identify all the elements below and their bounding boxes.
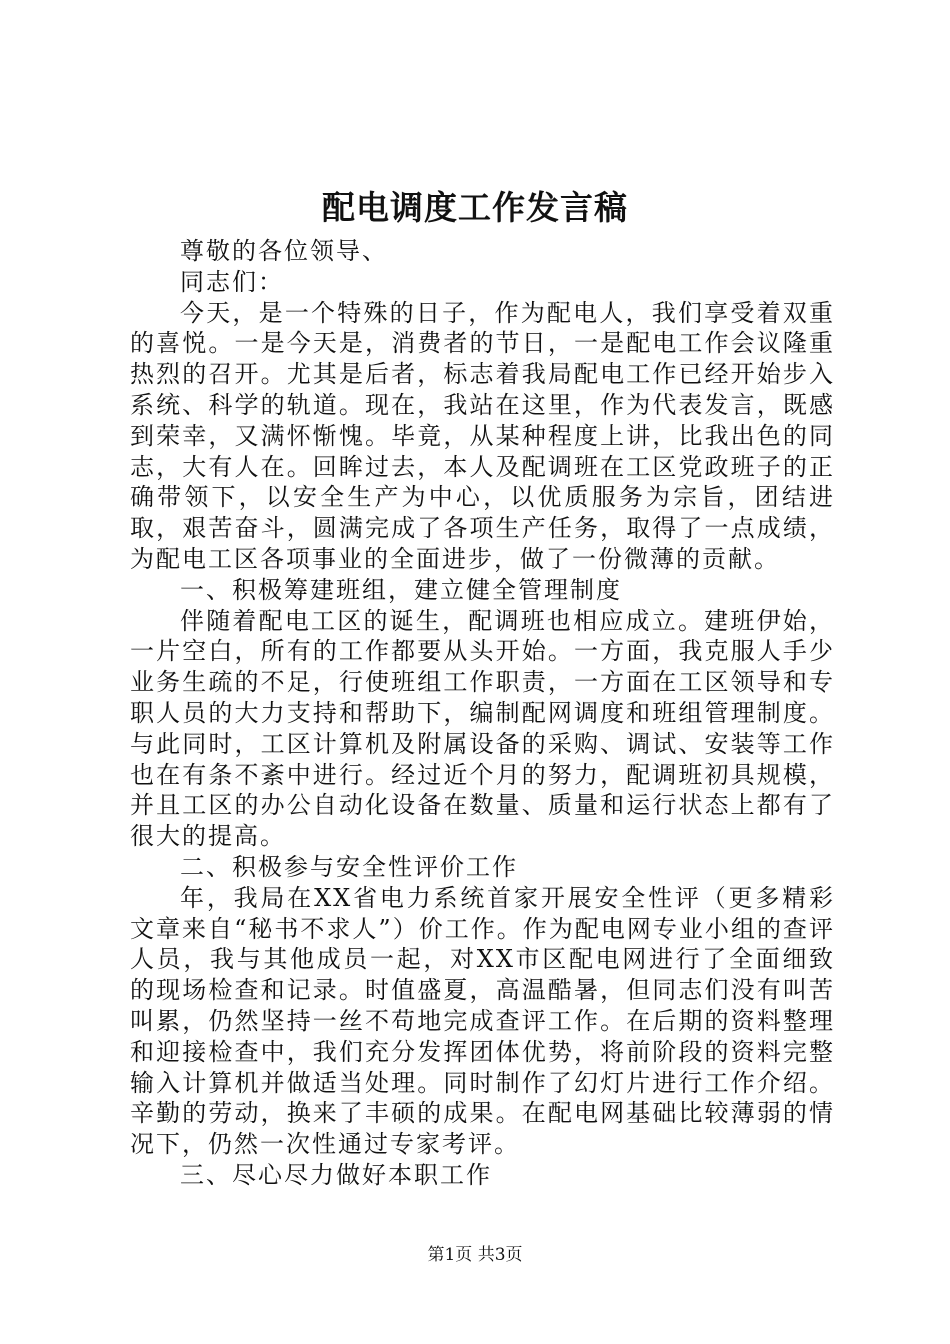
document-body [130,236,835,1191]
salutation-line: 同志们： [180,267,284,296]
section-heading: 三、尽心尽力做好本职工作 [180,1160,492,1189]
section-heading: 二、积极参与安全性评价工作 [180,852,518,881]
body-paragraph: 伴随着配电工区的诞生，配调班也相应成立。建班伊始，一片空白，所有的工作都要从头开始。一方面，我克服人手少业务生疏的不足，行使班组工作职责，一方面在工区领导和专职人员的大力支持和帮助下，编制配网调度和班组管理制度。与此同时，工区计算机及附属设备的采购、调试、安装等工作也在有条不紊中进行。经过近个月的努力，配调班初具规模，并且工区的办公自动化设备在数量、质量和运行状态上都有了很大的提高。 [130,606,835,851]
salutation-line: 尊敬的各位领导、 [180,237,388,265]
body-paragraph: 年，我局在XX省电力系统首家开展安全性评（更多精彩文章来自“秘书不求人”）价工作。作为配电网专业小组的查评人员，我与其他成员一起，对XX市区配电网进行了全面细致的现场检查和记录。时值盛夏，高温酷暑，但同志们没有叫苦叫累，仍然坚持一丝不苟地完成查评工作。在后期的资料整理和迎接检查中，我们充分发挥团体优势，将前阶段的资料完整输入计算机并做适当处理。同时制作了幻灯片进行工作介绍。辛勤的劳动，换来了丰硕的成果。在配电网基础比较薄弱的情况下，仍然一次性通过专家考评。 [130,883,835,1159]
section-heading: 一、积极筹建班组，建立健全管理制度 [180,575,622,604]
page-number-footer: 第1页 共3页 [427,1245,523,1265]
body-paragraph: 今天，是一个特殊的日子，作为配电人，我们享受着双重的喜悦。一是今天是，消费者的节日，一是配电工作会议隆重热烈的召开。尤其是后者，标志着我局配电工作已经开始步入系统、科学的轨道。现在，我站在这里，作为代表发言，既感到荣幸，又满怀惭愧。毕竟，从某种程度上讲，比我出色的同志，大有人在。回眸过去，本人及配调班在工区党政班子的正确带领下，以安全生产为中心，以优质服务为宗旨，团结进取，艰苦奋斗，圆满完成了各项生产任务，取得了一点成绩，为配电工区各项事业的全面进步，做了一份微薄的贡献。 [130,298,835,573]
document-title: 配电调度工作发言稿 [322,188,628,227]
